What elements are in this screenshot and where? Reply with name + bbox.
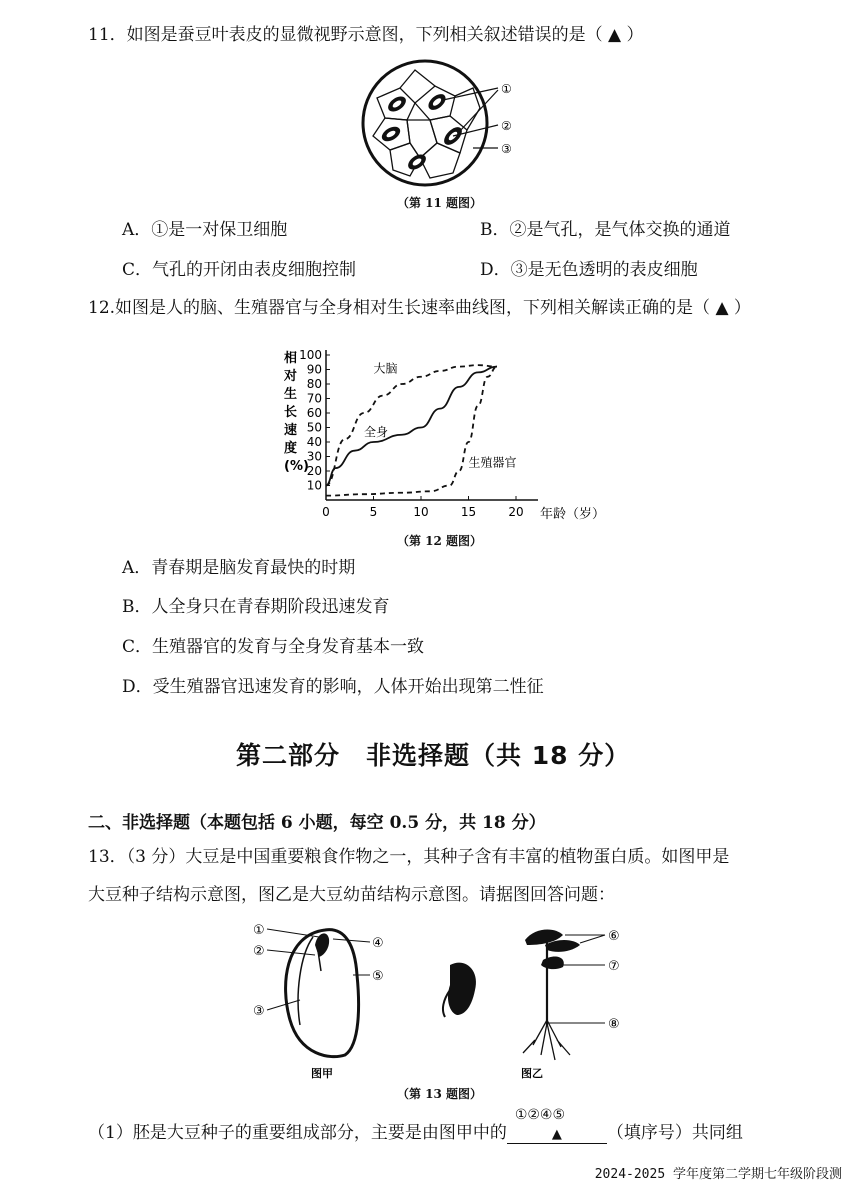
y-axis-label-char: (%) xyxy=(284,459,309,474)
y-axis-label-char: 速 xyxy=(284,423,298,438)
q13-intro-line2: 大豆种子结构示意图，图乙是大豆幼苗结构示意图。请据图回答问题： xyxy=(88,885,615,905)
q13-sub1-before: （1）胚是大豆种子的重要组成部分，主要是由图甲中的 xyxy=(88,1123,507,1143)
x-tick-label: 5 xyxy=(369,505,378,519)
q12-option-a[interactable]: A．青春期是脑发育最快的时期 xyxy=(122,558,356,578)
label-1: ① xyxy=(501,82,512,96)
y-axis-label-char: 对 xyxy=(284,369,298,384)
q13-sub1 xyxy=(88,1107,743,1144)
q11-option-c[interactable]: C．气孔的开闭由表皮细胞控制 xyxy=(122,260,357,280)
y-axis-label xyxy=(283,350,309,474)
soybean-seedling-drawing xyxy=(523,930,580,1060)
part2-title: 第二部分 非选择题（共 18 分） xyxy=(236,741,631,770)
seed-label-3: ③ xyxy=(253,1004,265,1019)
y-tick-label: 50 xyxy=(306,420,322,435)
seed-label-2: ② xyxy=(253,944,265,959)
x-tick-label: 0 xyxy=(322,505,330,519)
y-tick-label: 90 xyxy=(306,362,322,377)
q13-intro-line1: 13．（3 分）大豆是中国重要粮食作物之一，其种子含有丰富的植物蛋白质。如图甲是 xyxy=(88,847,730,867)
seed-label-1: ① xyxy=(253,923,265,938)
series-label: 大脑 xyxy=(373,361,398,376)
q11-caption: （第 11 题图） xyxy=(397,196,483,210)
q11-option-d[interactable]: D．③是无色透明的表皮细胞 xyxy=(480,260,698,280)
q12-option-b[interactable]: B．人全身只在青春期阶段迅速发育 xyxy=(122,597,390,617)
series-label: 全身 xyxy=(364,425,389,440)
fig-jia-label: 图甲 xyxy=(311,1067,333,1080)
seed-label-5: ⑤ xyxy=(372,969,384,984)
fig-yi-label: 图乙 xyxy=(521,1067,543,1080)
germinating-seed-drawing xyxy=(443,963,476,1017)
q12-option-c[interactable]: C．生殖器官的发育与全身发育基本一致 xyxy=(122,637,425,657)
q12-stem: 12.如图是人的脑、生殖器官与全身相对生长速率曲线图，下列相关解读正确的是（ ▲ ） xyxy=(88,298,751,318)
q13-sub1-answer-blank[interactable] xyxy=(507,1107,607,1144)
y-tick-label: 30 xyxy=(306,449,322,464)
q12-option-d[interactable]: D．受生殖器官迅速发育的影响，人体开始出现第二性征 xyxy=(122,677,544,697)
y-tick-label: 80 xyxy=(306,377,322,391)
y-tick-label: 10 xyxy=(306,478,322,493)
seedling-label-6: ⑥ xyxy=(608,929,620,944)
y-axis-label-char: 长 xyxy=(284,405,298,420)
x-tick-label: 20 xyxy=(508,505,524,519)
x-tick-label: 15 xyxy=(460,505,477,519)
y-tick-label: 20 xyxy=(306,464,322,478)
y-tick-label: 40 xyxy=(306,435,322,449)
answer-marker: ▲ xyxy=(551,1127,562,1142)
series-label: 生殖器官 xyxy=(468,455,517,470)
y-axis-label-char: 相 xyxy=(284,351,298,366)
x-axis-label: 年龄（岁） xyxy=(540,507,606,522)
soybean-figure xyxy=(245,915,645,1085)
seedling-label-7: ⑦ xyxy=(608,959,620,974)
seedling-label-8: ⑧ xyxy=(608,1017,620,1032)
x-tick-label: 10 xyxy=(413,505,429,519)
page-footer: 2024-2025 学年度第二学期七年级阶段测 xyxy=(594,1167,842,1182)
q13-caption: （第 13 题图） xyxy=(397,1087,483,1101)
label-3: ③ xyxy=(501,142,512,156)
q12-caption: （第 12 题图） xyxy=(397,534,483,548)
seed-label-4: ④ xyxy=(372,936,384,951)
leaf-epidermis-figure xyxy=(355,58,525,198)
soybean-seed-drawing xyxy=(286,930,359,1057)
q11-option-b[interactable]: B．②是气孔，是气体交换的通道 xyxy=(480,220,731,240)
q11-stem: 11．如图是蚕豆叶表皮的显微视野示意图，下列相关叙述错误的是（ ▲ ） xyxy=(88,25,644,45)
y-tick-label: 100 xyxy=(299,348,322,362)
q11-option-a[interactable]: A．①是一对保卫细胞 xyxy=(122,220,288,240)
growth-rate-chart xyxy=(268,340,638,535)
y-tick-label: 60 xyxy=(306,406,322,420)
y-tick-label: 70 xyxy=(306,391,322,406)
q13-sub1-after: （填序号）共同组 xyxy=(606,1123,743,1143)
label-2: ② xyxy=(501,119,512,133)
handwritten-answer: ①②④⑤ xyxy=(514,1107,566,1123)
y-axis-label-char: 生 xyxy=(284,387,298,402)
section-heading: 二、非选择题（本题包括 6 小题，每空 0.5 分，共 18 分） xyxy=(88,813,546,833)
y-axis-label-char: 度 xyxy=(284,441,298,456)
